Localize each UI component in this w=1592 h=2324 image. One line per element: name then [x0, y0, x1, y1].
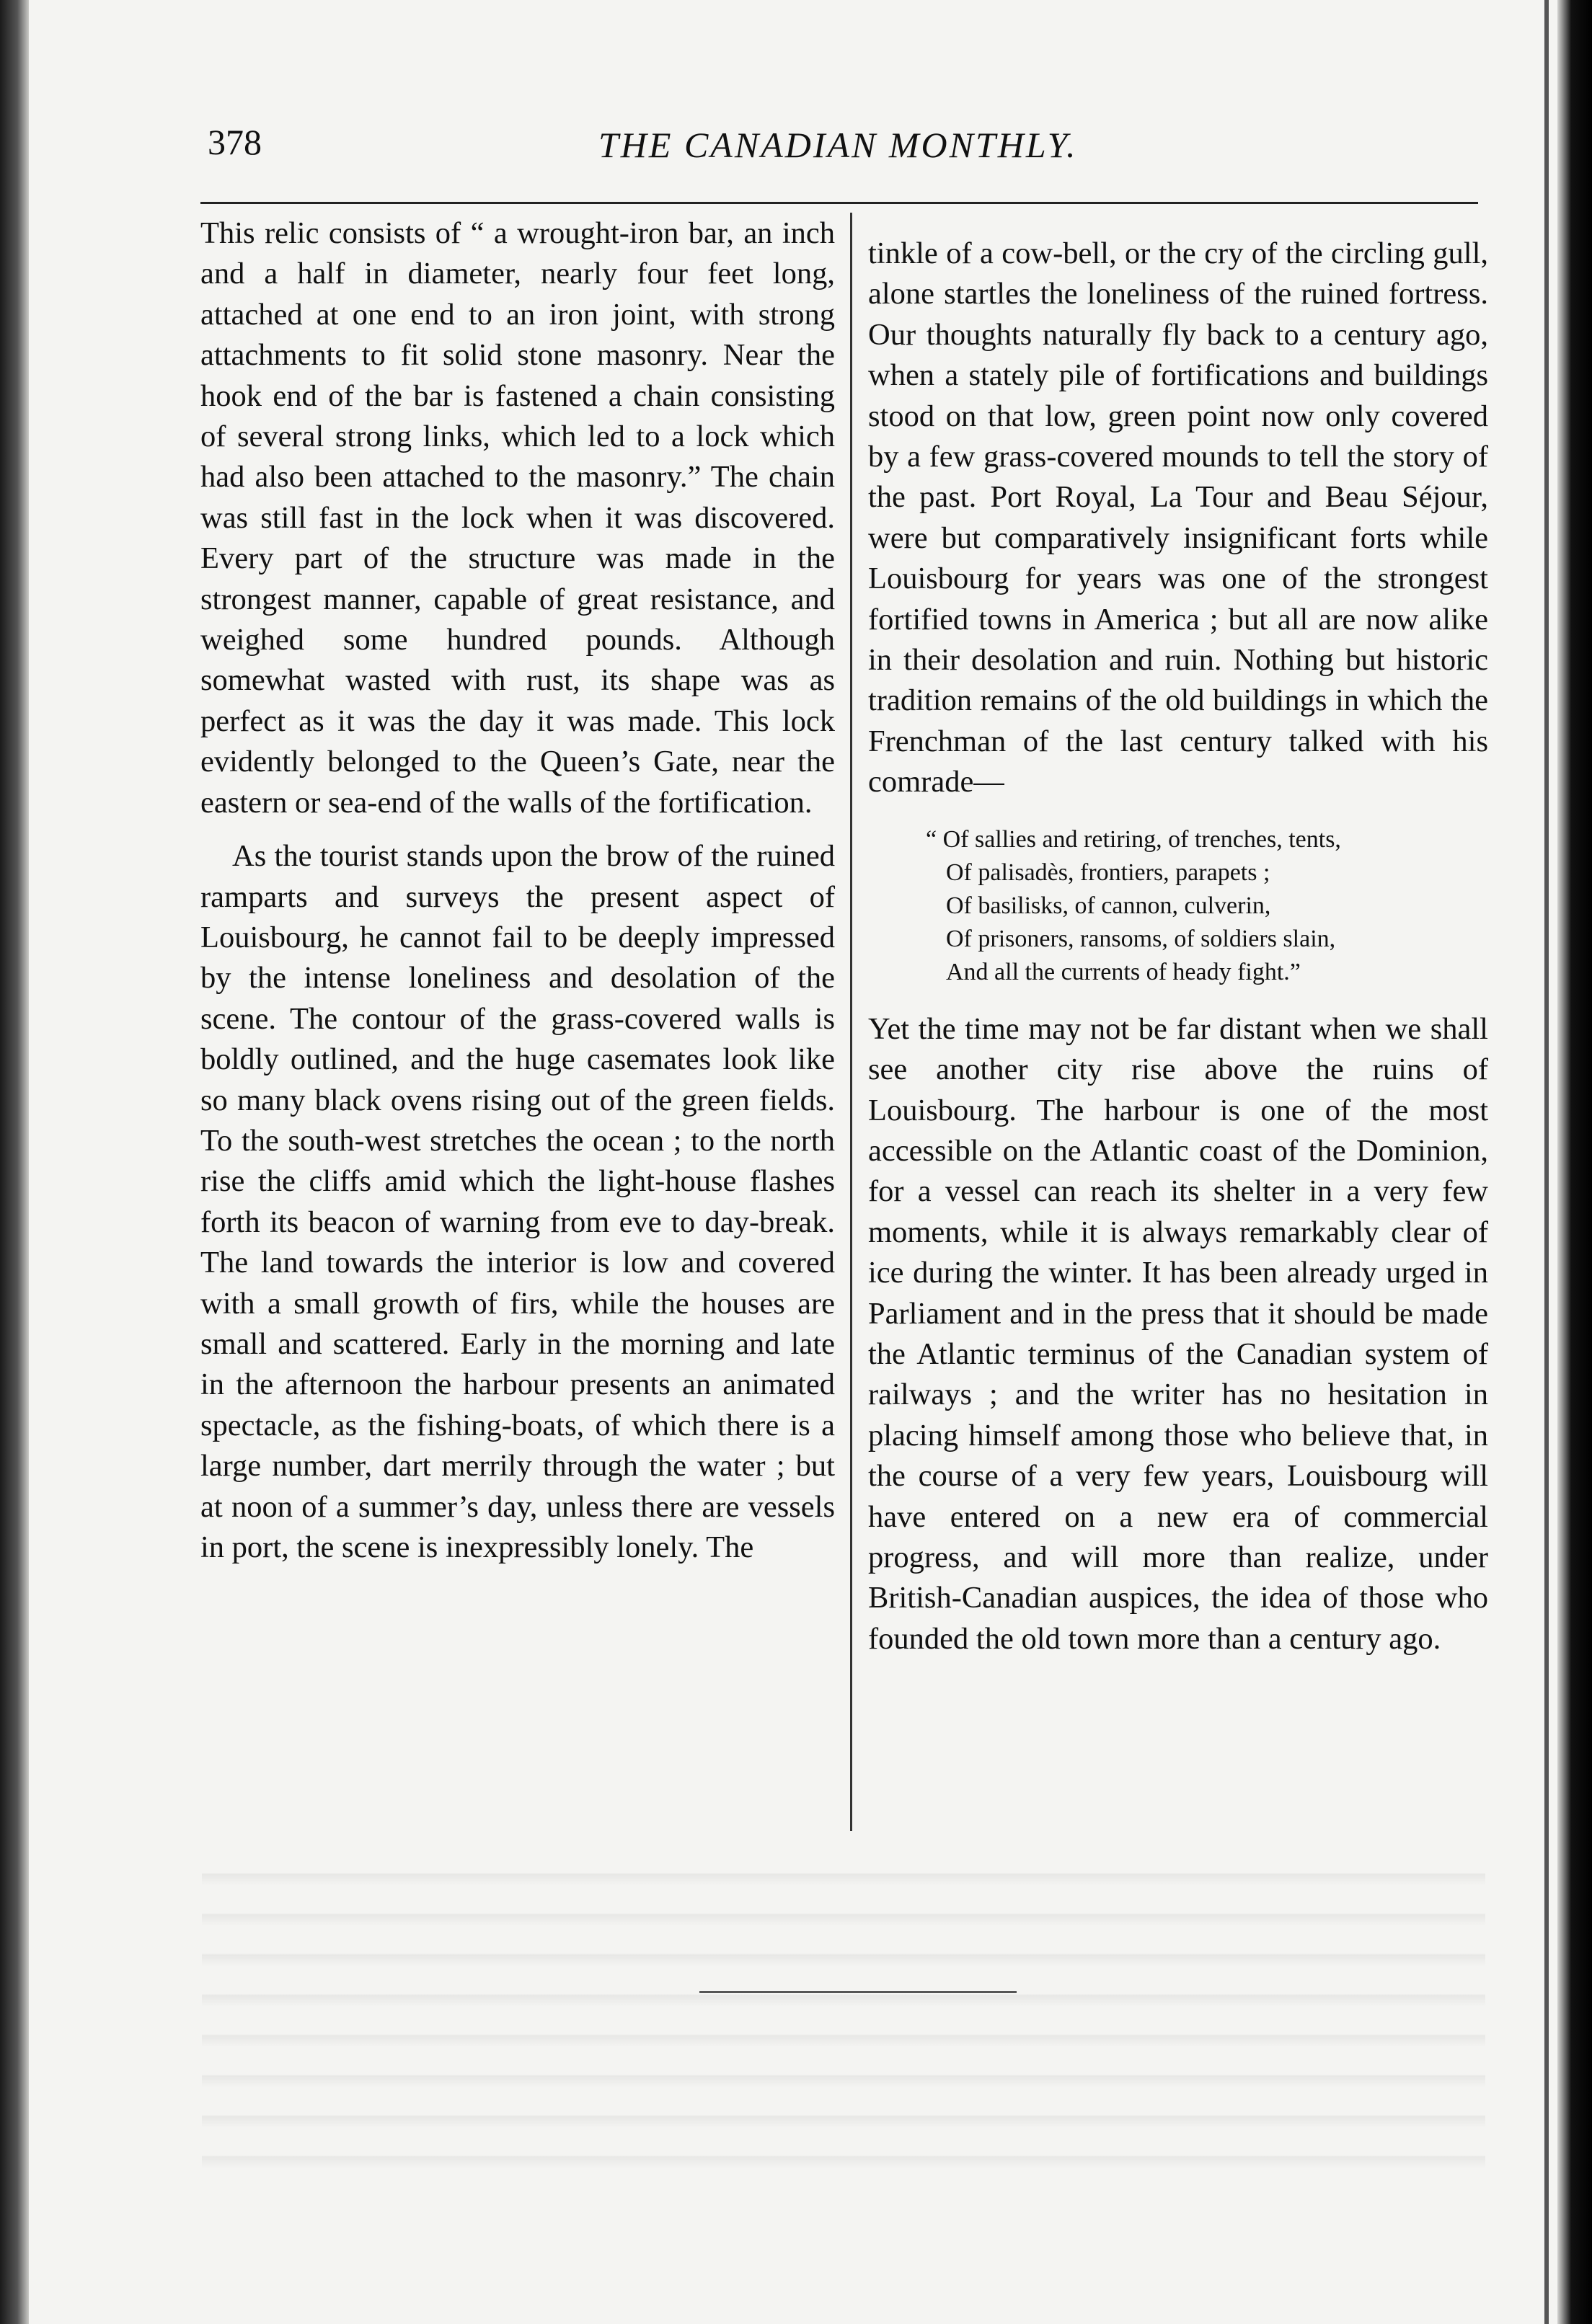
verse-line: Of palisadès, frontiers, parapets ;	[946, 859, 1270, 886]
scan-right-edge	[1557, 0, 1592, 2324]
right-paragraph-1: tinkle of a cow-bell, or the cry of the circling gull, alone startles the loneliness of the ruined fortress. Our thoughts naturally fly back to a century ago, when a stately pile of fortifications and buildings stood on that low, green point now only covered by a few grass-covered mounds to tell the story of the past. Port Royal, La Tour and Beau Séjour, were but comparatively insignificant forts while Louisbourg for years was one of the strongest fortified towns in America ; but all are now alike in their desolation and ruin. Nothing but historic tradition remains of the old buildings in which the Frenchman of the last century talked with his comrade—	[868, 236, 1488, 799]
left-paragraph-2: As the tourist stands upon the brow of the ruined ramparts and surveys the present aspect of Louisbourg, he cannot fail to be deeply impressed by the intense loneliness and desolation of the scene. The contour of the grass-covered walls is boldly outlined, and the huge casemates look like so many black ovens rising out of the green fields. To the south-west stretches the ocean ; to the north rise the cliffs amid which the light-house flashes forth its beacon of warning from eve to day-break. The land towards the interior is low and covered with a small growth of firs, while the houses are small and scattered. Early in the morning and late in the afternoon the harbour presents an animated spectacle, as the fishing-boats, of which there is a large number, dart merrily through the water ; but at noon of a summer’s day, unless there are vessels in port, the scene is inexpressibly lonely. The	[200, 839, 835, 1564]
verse-line: And all the currents of heady fight.”	[946, 958, 1301, 985]
left-column	[200, 213, 835, 1568]
right-column	[868, 234, 1488, 1659]
verse-line: Of basilisks, of cannon, culverin,	[946, 892, 1271, 919]
page-number: 378	[208, 122, 262, 162]
verse-line: Of prisoners, ransoms, of soldiers slain,	[946, 925, 1336, 952]
column-divider	[850, 213, 852, 1831]
scan-left-edge	[0, 0, 29, 2324]
verse-line: “ Of sallies and retiring, of trenches, tents,	[926, 825, 1341, 853]
section-end-rule	[699, 1991, 1017, 1993]
header-rule	[200, 202, 1478, 204]
right-paragraph-2: Yet the time may not be far distant when we shall see another city rise above the ruins of Louisbourg. The harbour is one of the most accessible on the Atlantic coast of the Dominion, for a vessel can reach its shelter in a very few moments, while it is always remarkably clear of ice during the winter. It has been already urged in Parliament and in the press that it should be made the Atlantic terminus of the Canadian system of railways ; and the writer has no hesitation in placing himself among those who believe that, in the course of a very few years, Louisbourg will have entered on a new era of commercial progress, and will more than realize, under British-Canadian auspices, the idea of those who founded the old town more than a century ago.	[868, 1011, 1488, 1656]
verse-quotation	[868, 823, 1488, 989]
left-paragraph-1: This relic consists of “ a wrought-iron bar, an inch and a half in diameter, nearly four feet long, attached at one end to an iron joint, with strong attachments to fit solid stone masonry. Near the hook end of the bar is fastened a chain consisting of several strong links, which led to a lock which had also been attached to the masonry.” The chain was still fast in the lock when it was discovered. Every part of the structure was made in the strongest manner, capable of great resistance, and weighed some hundred pounds. Although somewhat wasted with rust, its shape was as perfect as it was the day it was made. This lock evidently belonged to the Queen’s Gate, near the eastern or sea-end of the walls of the fortification.	[200, 216, 835, 820]
book-page	[29, 0, 1557, 2324]
bleed-through-shadow	[202, 1845, 1485, 2191]
running-title: THE CANADIAN MONTHLY.	[598, 125, 1078, 165]
scan-right-shadow	[1544, 0, 1549, 2324]
